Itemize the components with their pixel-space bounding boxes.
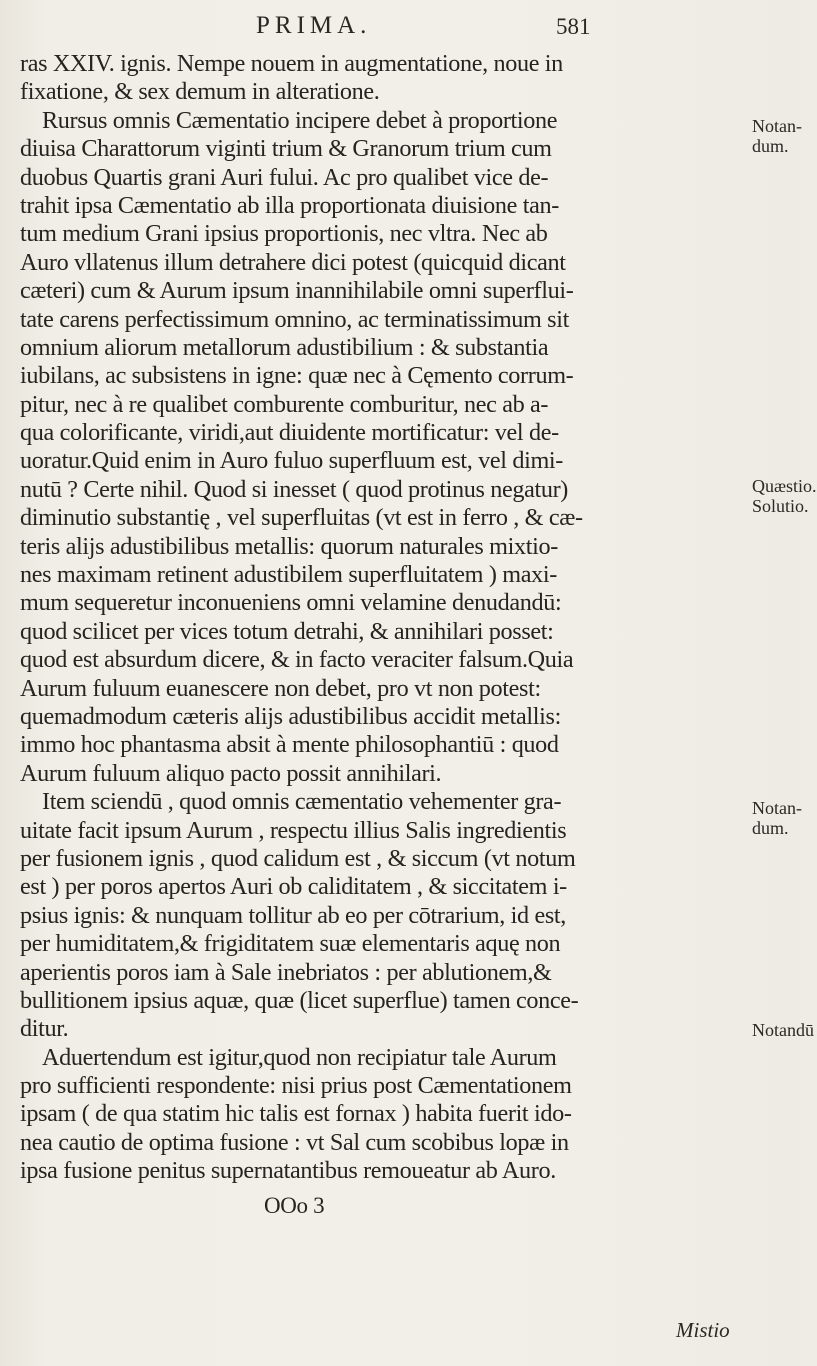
text-line: Rursus omnis Cæmentatio incipere debet à proportione [42, 106, 558, 134]
text-line: Item sciendū , quod omnis cæmentatio vehementer gra- [42, 788, 562, 816]
text-line: uoratur.Quid enim in Auro fuluo superfluum est, vel dimi- [20, 447, 563, 475]
text-line: nea cautio de optima fusione : vt Sal cum scobibus lopæ in [20, 1128, 569, 1156]
text-line: tum medium Grani ipsius proportionis, nec vltra. Nec ab [20, 220, 548, 248]
text-line: ipsam ( de qua statim hic talis est fornax ) habita fuerit ido- [20, 1100, 572, 1128]
text-line: teris alijs adustibilibus metallis: quorum naturales mixtio- [20, 532, 558, 560]
text-line: omnium aliorum metallorum adustibilium : & substantia [20, 333, 549, 361]
text-line: per humiditatem,& frigiditatem suæ elementaris aquę non [20, 930, 561, 958]
text-line: bullitionem ipsius aquæ, quæ (licet superflue) tamen conce- [20, 986, 579, 1014]
text-line: quod scilicet per vices totum detrahi, & annihilari posset: [20, 617, 554, 645]
text-line: nutū ? Certe nihil. Quod si inesset ( quod protinus negatur) [20, 475, 568, 503]
text-line: iubilans, ac subsistens in igne: quæ nec à Cęmento corrum- [20, 362, 574, 390]
text-line: cæteri) cum & Aurum ipsum inannihilabile omni superflui- [20, 277, 574, 305]
page-number: 581 [556, 14, 591, 39]
text-line: diminutio substantię , vel superfluitas (vt est in ferro , & cæ- [20, 504, 583, 532]
body-text [20, 50, 748, 1220]
text-line: ditur. [20, 1015, 69, 1043]
margin-note-quaestio-solutio: Quæstio. Solutio. [752, 476, 817, 516]
text-line: est ) per poros apertos Auri ob caliditatem , & siccitatem i- [20, 873, 567, 901]
margin-note-notandum-3: Notandū [752, 1020, 814, 1040]
text-line: uitate facit ipsum Aurum , respectu illius Salis ingredientis [20, 816, 567, 844]
text-line: Auro vllatenus illum detrahere dici potest (quicquid dicant [20, 248, 566, 276]
catchword: Mistio [676, 1318, 730, 1342]
text-line: tate carens perfectissimum omnino, ac terminatissimum sit [20, 305, 569, 333]
text-line: quemadmodum cæteris alijs adustibilibus accidit metallis: [20, 702, 561, 730]
text-line: ras XXIV. ignis. Nempe nouem in augmentatione, noue in [20, 50, 563, 77]
running-head: PRIMA. [256, 12, 372, 39]
text-line: Aurum fuluum aliquo pacto possit annihilari. [20, 759, 442, 787]
text-line: aperientis poros iam à Sale inebriatos : per ablutionem,& [20, 958, 552, 986]
text-line: ipsa fusione penitus supernatantibus remoueatur ab Auro. [20, 1157, 556, 1185]
text-line: pitur, nec à re qualibet comburente comburitur, nec ab a- [20, 390, 549, 418]
text-line: fixatione, & sex demum in alteratione. [20, 78, 380, 106]
text-line: per fusionem ignis , quod calidum est , & siccum (vt notum [20, 844, 576, 872]
text-line: mum sequeretur inconueniens omni velamine denudandū: [20, 589, 562, 617]
text-line: Aduertendum est igitur,quod non recipiatur tale Aurum [42, 1043, 557, 1071]
text-line: psius ignis: & nunquam tollitur ab eo per cōtrarium, id est, [20, 901, 566, 929]
text-line: pro sufficienti respondente: nisi prius post Cæmentationem [20, 1072, 572, 1100]
text-line: qua colorificante, viridi,aut diuidente mortificatur: vel de- [20, 419, 559, 447]
text-line: nes maximam retinent adustibilem superfluitatem ) maxi- [20, 561, 557, 589]
margin-note-notandum-2: Notan- dum. [752, 798, 802, 838]
text-line: Aurum fuluum euanescere non debet, pro vt non potest: [20, 674, 541, 702]
text-line: diuisa Charattorum viginti trium & Granorum trium cum [20, 135, 552, 163]
signature-mark: OOo 3 [264, 1192, 325, 1218]
text-line: immo hoc phantasma absit à mente philosophantiū : quod [20, 731, 559, 759]
text-line: quod est absurdum dicere, & in facto veraciter falsum.Quia [20, 646, 574, 674]
margin-note-notandum-1: Notan- dum. [752, 116, 802, 156]
text-line: trahit ipsa Cæmentatio ab illa proportionata diuisione tan- [20, 191, 559, 219]
text-line: duobus Quartis grani Auri fului. Ac pro qualibet vice de- [20, 163, 549, 191]
